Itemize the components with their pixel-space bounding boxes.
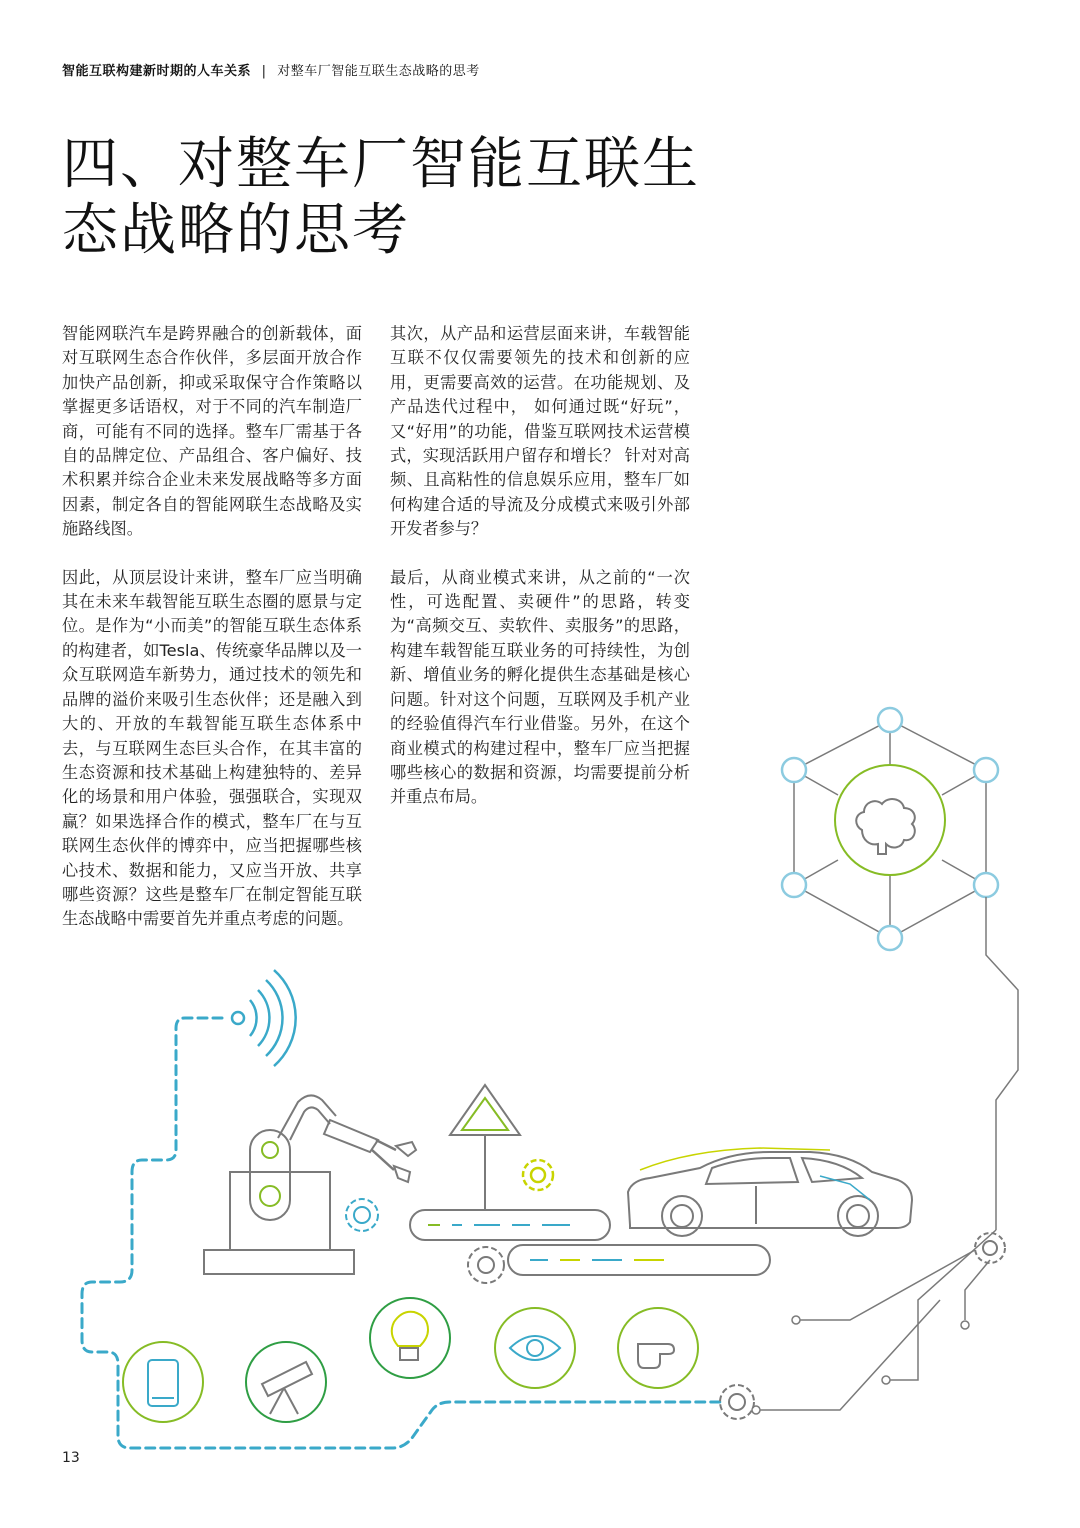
header-separator: | [261, 64, 267, 79]
warning-sign-icon [450, 1085, 520, 1210]
road [410, 1210, 770, 1275]
gear-icon [468, 1247, 504, 1283]
gear-icon [523, 1160, 553, 1190]
eye-icon [495, 1308, 575, 1388]
header-subsection: 对整车厂智能互联生态战略的思考 [277, 64, 480, 79]
pointing-hand-icon [618, 1308, 698, 1388]
gear-icon [975, 1233, 1005, 1263]
gear-icon [346, 1199, 378, 1231]
brain-network [794, 720, 986, 938]
wifi-icon [232, 970, 296, 1066]
gear-icon [720, 1385, 754, 1419]
title-line-2: 态战略的思考 [62, 198, 410, 263]
page-number: 13 [62, 1450, 80, 1466]
title-line-1: 四、对整车厂智能互联生 [62, 132, 700, 197]
circuit-traces [752, 897, 1018, 1414]
telescope-icon [246, 1342, 326, 1422]
paragraph: 其次，从产品和运营层面来讲，车载智能互联不仅仅需要领先的技术和创新的应用，更需要高效的运营。在功能规划、及产品迭代过程中， 如何通过既“好玩”，又“好用”的功能，借鉴互联网技术运营模式，实现活跃用户留存和增长？ 针对对高频、且高粘性的信息娱乐应用，整车厂如何构建合适的导流及分成模式来吸引外部开发者参与？ [390, 324, 690, 539]
paragraph: 智能网联汽车是跨界融合的创新载体，面对互联网生态合作伙伴，多层面开放合作加快产品创新，抑或采取保守合作策略以掌握更多话语权，对于不同的汽车制造厂商，可能有不同的选择。整车厂需基于各自的品牌定位、产品组合、客户偏好、技术积累并综合企业未来发展战略等多方面因素，制定各自的智能网联生态战略及实施路线图。 [62, 324, 362, 539]
robot-arm-icon [204, 1095, 416, 1274]
lightbulb-icon [370, 1298, 450, 1378]
car-icon [628, 1148, 912, 1236]
paragraph: 最后，从商业模式来讲，从之前的“一次性，可选配置、卖硬件”的思路，转变为“高频交互、卖软件、卖服务”的思路，构建车载智能互联业务的可持续性，为创新、增值业务的孵化提供生态基础是核心问题。针对这个问题，互联网及手机产业的经验值得汽车行业借鉴。另外，在这个商业模式的构建过程中，整车厂应当把握哪些核心的数据和资源，均需要提前分析并重点布局。 [390, 567, 690, 807]
paragraph: 因此，从顶层设计来讲，整车厂应当明确其在未来车载智能互联生态圈的愿景与定位。是作为“小而美”的智能互联生态体系的构建者，如Tesla、传统豪华品牌以及一众互联网造车新势力，通过技术的领先和品牌的溢价来吸引生态伙伴；还是融入到大的、开放的车载智能互联生态体系中去，与互联网生态巨头合作，在其丰富的生态资源和技术基础上构建独特的、差异化的场景和用户体验，强强联合，实现双赢？如果选择合作的模式，整车厂在与互联网生态伙伴的博弈中，应当把握哪些核心技术、数据和能力，又应当开放、共享哪些资源？这些是整车厂在制定智能互联生态战略中需要首先并重点考虑的问题。 [62, 567, 362, 929]
header-section: 智能互联构建新时期的人车关系 [62, 64, 252, 79]
brain-icon [856, 799, 915, 854]
smartphone-icon [123, 1342, 203, 1422]
